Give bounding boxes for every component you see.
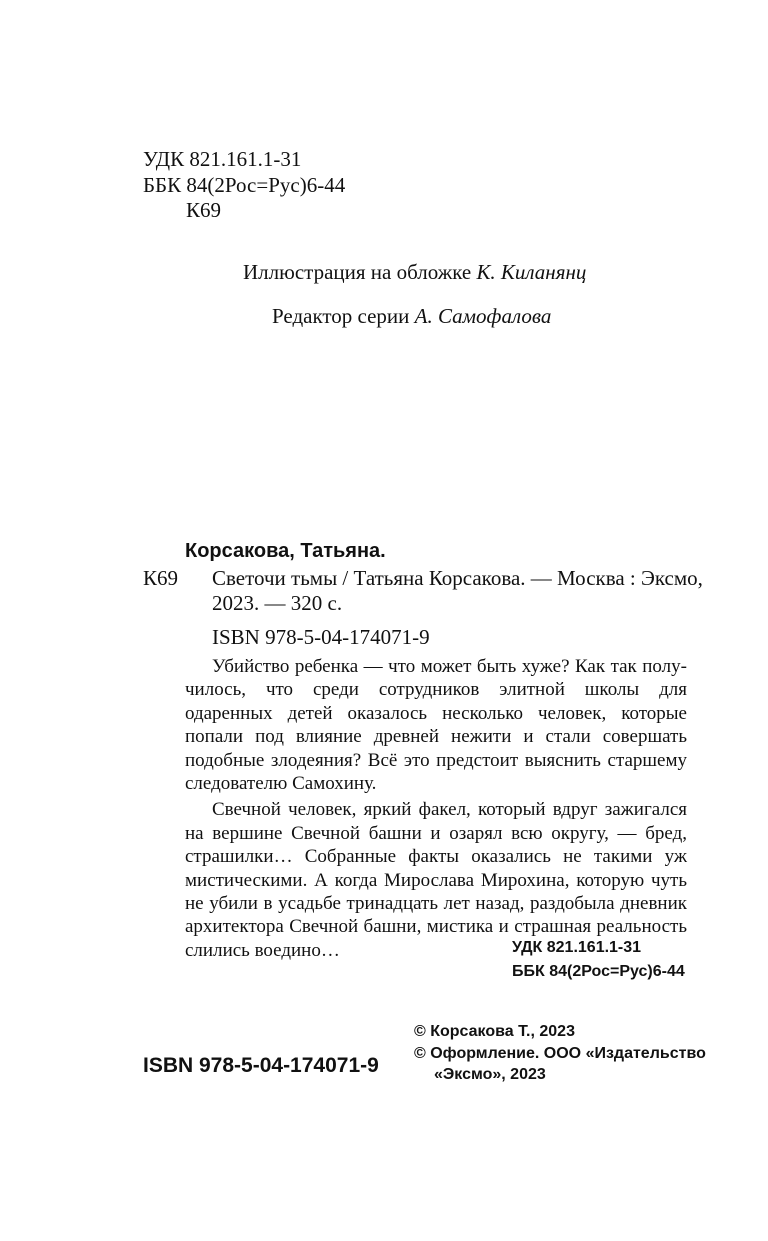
annotation bbox=[185, 655, 687, 962]
title-line-1: Светочи тьмы / Татьяна Корсакова. — Москва : Эксмо, bbox=[212, 566, 703, 590]
author-mark-top: К69 bbox=[186, 198, 222, 222]
author-heading: Корсакова, Татьяна. bbox=[185, 540, 386, 562]
isbn-record: ISBN 978-5-04-174071-9 bbox=[212, 625, 430, 649]
author-mark: К69 bbox=[143, 566, 179, 590]
copyright-line-1: © Корсакова Т., 2023 bbox=[414, 1023, 575, 1040]
illustration-label: Иллюстрация на обложке bbox=[243, 260, 472, 284]
title-line-2: 2023. — 320 с. bbox=[212, 591, 343, 615]
udk-bottom: УДК 821.161.1-31 bbox=[512, 939, 642, 956]
bbk-top: ББК 84(2Рос=Рус)6-44 bbox=[143, 173, 346, 197]
editor-name: А. Самофалова bbox=[414, 304, 552, 328]
illustration-name: К. Киланянц bbox=[476, 260, 587, 284]
isbn-bottom: ISBN 978-5-04-174071-9 bbox=[143, 1054, 379, 1077]
bbk-bottom: ББК 84(2Рос=Рус)6-44 bbox=[512, 963, 685, 980]
copyright-line-2: © Оформление. ООО «Издательство bbox=[414, 1045, 706, 1062]
copyright-line-3: «Эксмо», 2023 bbox=[434, 1066, 546, 1083]
udk-top: УДК 821.161.1-31 bbox=[143, 147, 302, 171]
illustration-credit bbox=[243, 259, 586, 286]
editor-label: Редактор серии bbox=[272, 304, 410, 328]
annotation-paragraph-2: Свечной человек, яркий факел, который вдруг зажигался на вершине Свечной башни и озарял всю округу, — бред, страшилки… Собранные факты оказались не такими уж мистическими. А когда Мирослава Мирохина, которую чуть не убили в усадьбе тринадцать лет назад, раздобыла дневник архитектора Свечной башни, мистика и страшная реальность слились воедино… bbox=[185, 799, 687, 961]
editor-credit bbox=[272, 303, 551, 330]
annotation-paragraph-1: Убийство ребенка — что может быть хуже? Как так получилось, что среди сотрудников элитной школы для одаренных детей оказалось несколько человек, которые попали под влияние древней нежити и стали совершать подобные злодеяния? Всё это предстоит выяснить старшему следователю Самохину. bbox=[185, 656, 687, 795]
